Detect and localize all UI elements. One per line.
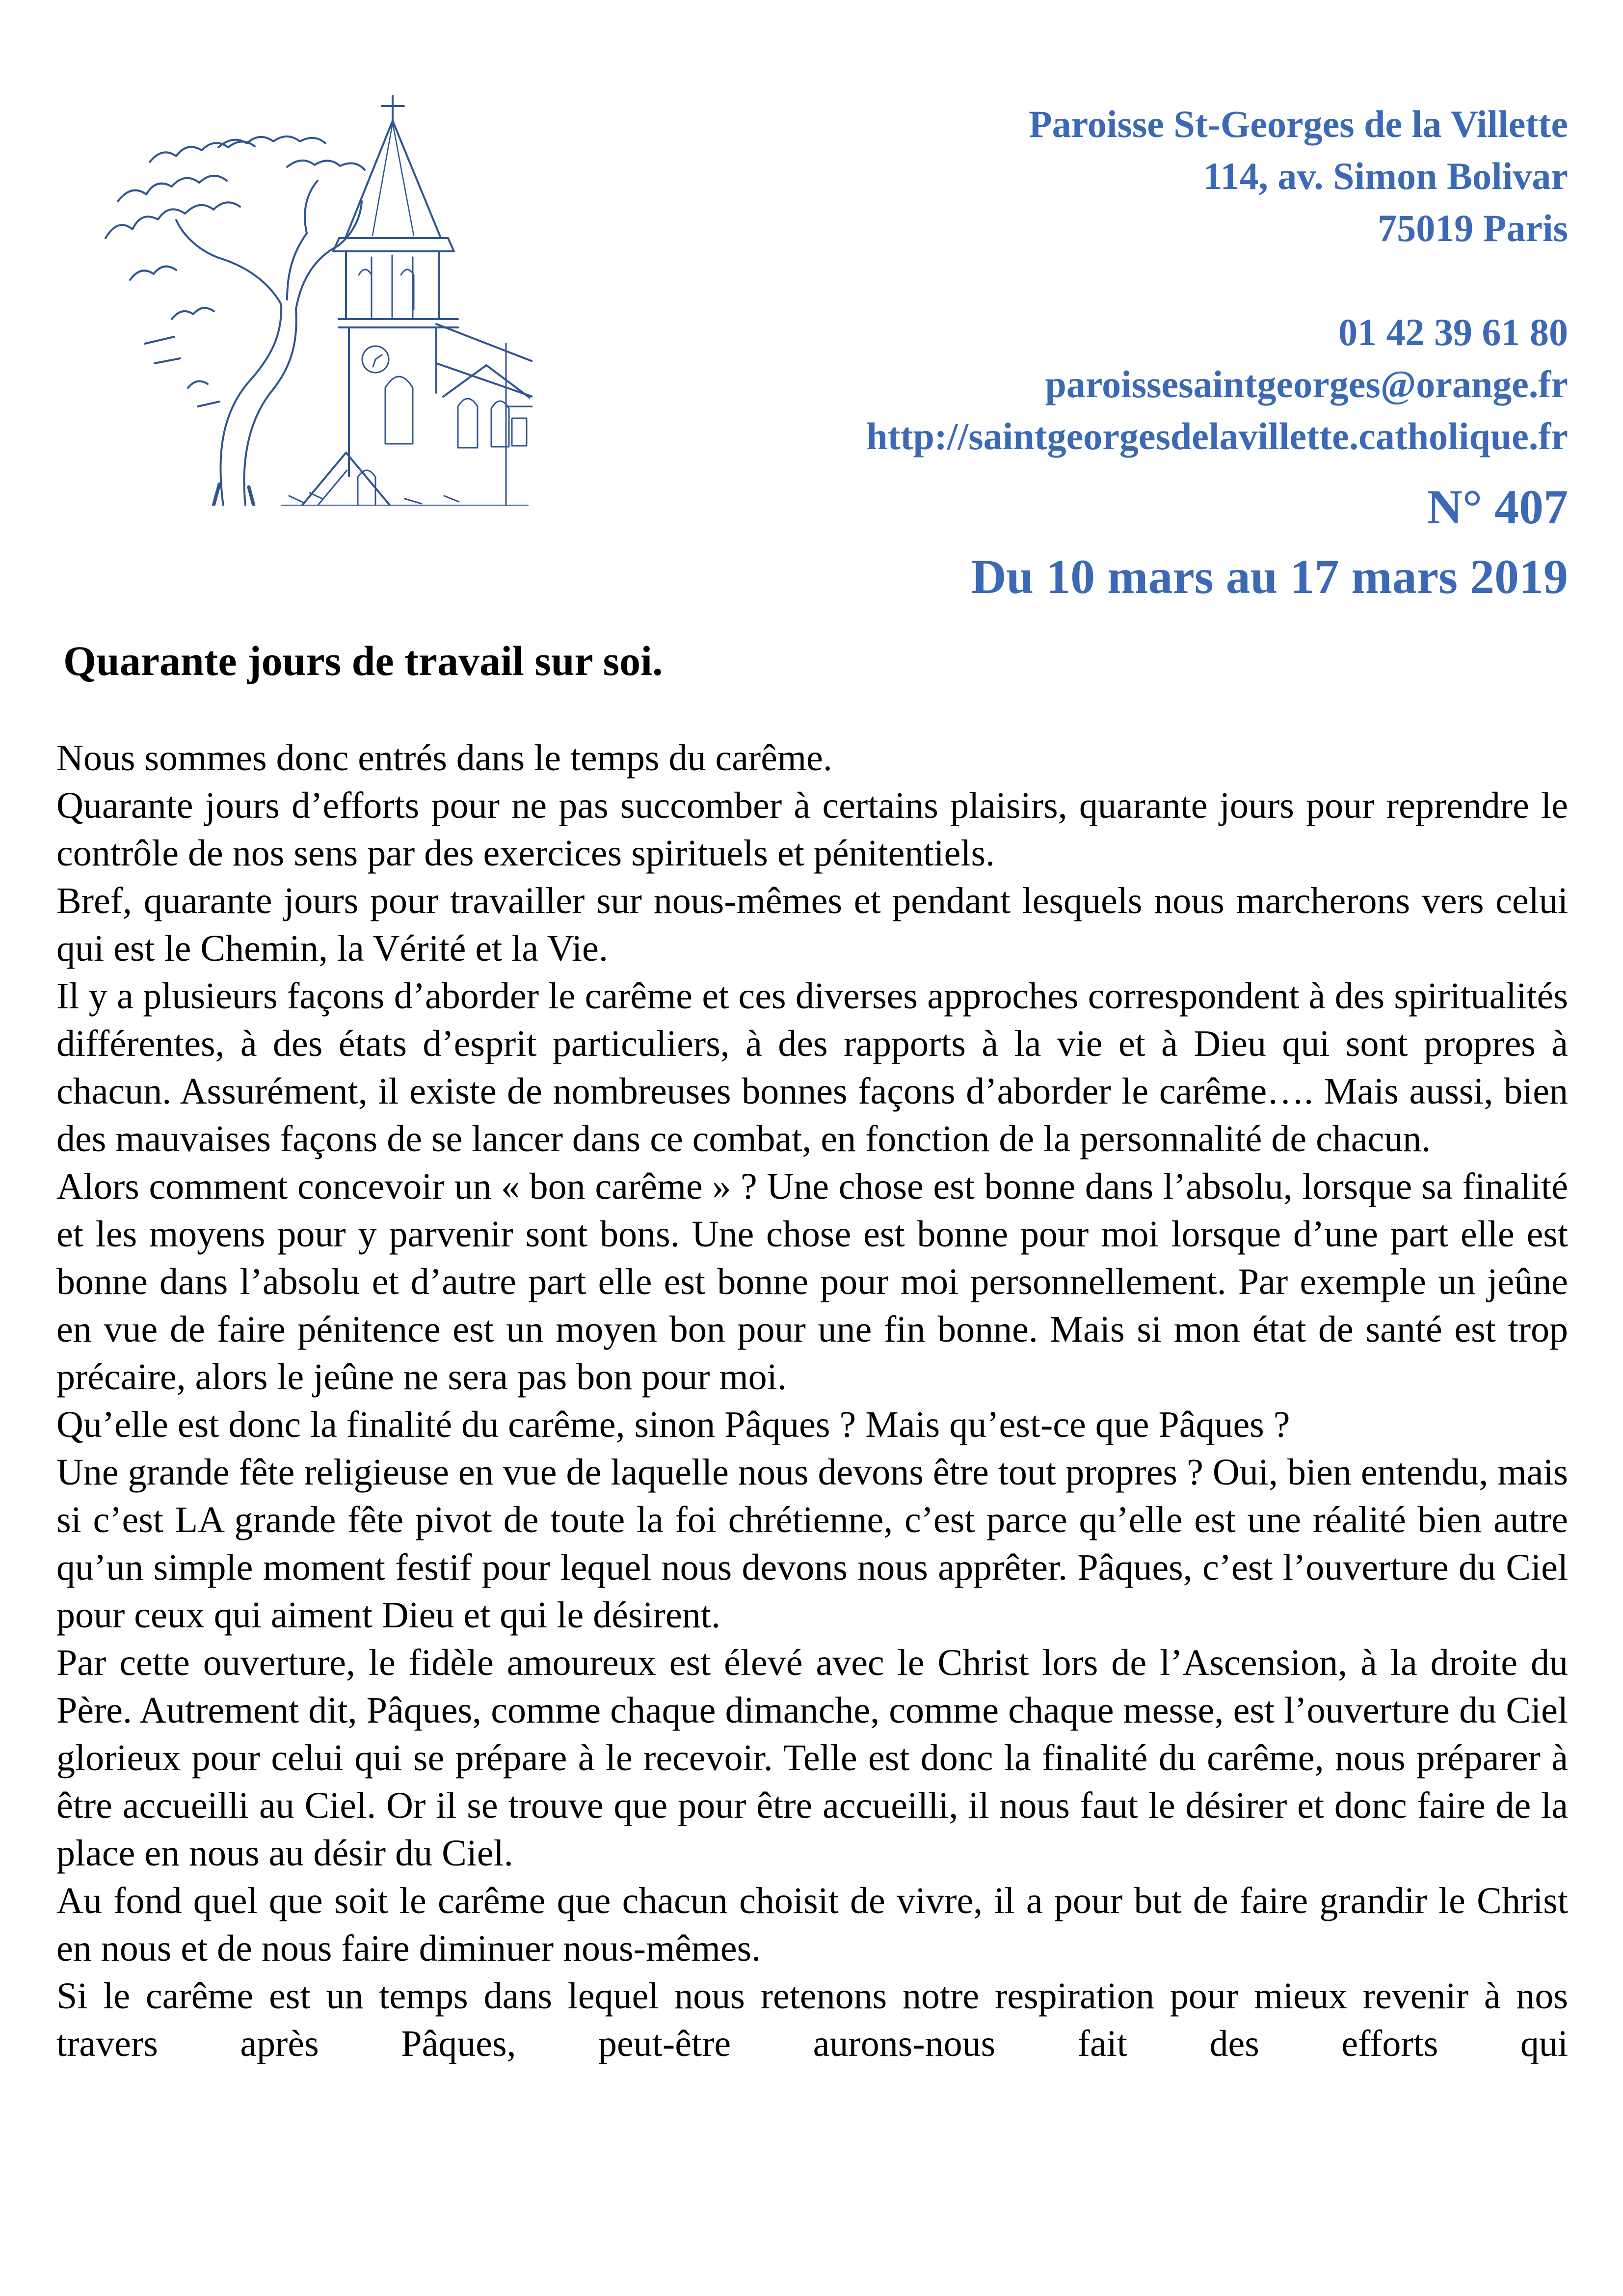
church-logo [71,88,532,506]
org-address-city: 75019 Paris [1378,207,1568,249]
church-building-sketch [282,96,532,506]
article-body [56,734,1568,2068]
article-paragraph: Bref, quarante jours pour travailler sur nous-mêmes et pendant lesquels nous marcherons vers celui qui est le Chemin, la Vérité et la Vie. [56,880,1568,969]
issue-date-range: Du 10 mars au 17 mars 2019 [971,549,1568,604]
org-name: Paroisse St-Georges de la Villette [1029,103,1568,145]
issue-number: N° 407 [1427,480,1568,534]
article-paragraph: Alors comment concevoir un « bon carême » ? Une chose est bonne dans l’absolu, lorsque sa finalité et les moyens pour y parvenir sont bons. Une chose est bonne pour moi lorsque d’une part elle est bonne dans l’absolu et d’autre part elle est bonne pour moi personnellement. Par exemple un jeûne en vue de faire pénitence est un moyen bon pour une fin bonne. Mais si mon état de santé est trop précaire, alors le jeûne ne sera pas bon pour moi. [56,1166,1568,1398]
org-address-street: 114, av. Simon Bolivar [1203,155,1568,197]
article-paragraph: Qu’elle est donc la finalité du carême, sinon Pâques ? Mais qu’est-ce que Pâques ? [56,1404,1290,1445]
page-header [56,69,1568,612]
org-email: paroissesaintgeorges@orange.fr [1045,363,1568,405]
church-sketch-icon [71,88,532,506]
article-paragraph: Par cette ouverture, le fidèle amoureux est élevé avec le Christ lors de l’Ascension, à la droite du Père. Autrement dit, Pâques, comme chaque dimanche, comme chaque messe, est l’ouverture du Ciel glorieux pour celui qui se prépare à le recevoir. Telle est donc la finalité du carême, nous préparer à être accueilli au Ciel. Or il se trouve que pour être accueilli, il nous faut le désirer et donc faire de la place en nous au désir du Ciel. [56,1642,1568,1874]
header-spacer [866,254,1568,306]
org-website: http://saintgeorgesdelavillette.catholique.fr [866,415,1568,458]
article-paragraph: Nous sommes donc entrés dans le temps du carême. [56,737,832,779]
article-paragraph-continued: Si le carême est un temps dans lequel nous retenons notre respiration pour mieux revenir à nos travers après Pâques, peut-être aurons-nous fait des efforts qui [56,1975,1568,2064]
tree-sketch [106,136,365,506]
article-paragraph: Une grande fête religieuse en vue de laquelle nous devons être tout propres ? Oui, bien entendu, mais si c’est LA grande fête pivot de toute la foi chrétienne, c’est parce qu’elle est une réalité bien autre qu’un simple moment festif pour lequel nous devons nous apprêter. Pâques, c’est l’ouverture du Ciel pour ceux qui aiment Dieu et qui le désirent. [56,1452,1568,1636]
article-title: Quarante jours de travail sur soi. [63,637,663,684]
article-paragraph: Au fond quel que soit le carême que chacun choisit de vivre, il a pour but de faire grandir le Christ en nous et de nous faire diminuer nous-mêmes. [56,1880,1568,1969]
article-paragraph: Quarante jours d’efforts pour ne pas succomber à certains plaisirs, quarante jours pour reprendre le contrôle de nos sens par des exercices spirituels et pénitentiels. [56,785,1568,874]
header-contact-block [866,98,1568,612]
article-paragraph: Il y a plusieurs façons d’aborder le carême et ces diverses approches correspondent à des spiritualités différentes, à des états d’esprit particuliers, à des rapports à la vie et à Dieu qui sont propres à chacun. Assurément, il existe de nombreuses bonnes façons d’aborder le carême…. Mais aussi, bien des mauvaises façons de se lancer dans ce combat, en fonction de la personnalité de chacun. [56,975,1568,1160]
org-phone: 01 42 39 61 80 [1338,311,1568,353]
